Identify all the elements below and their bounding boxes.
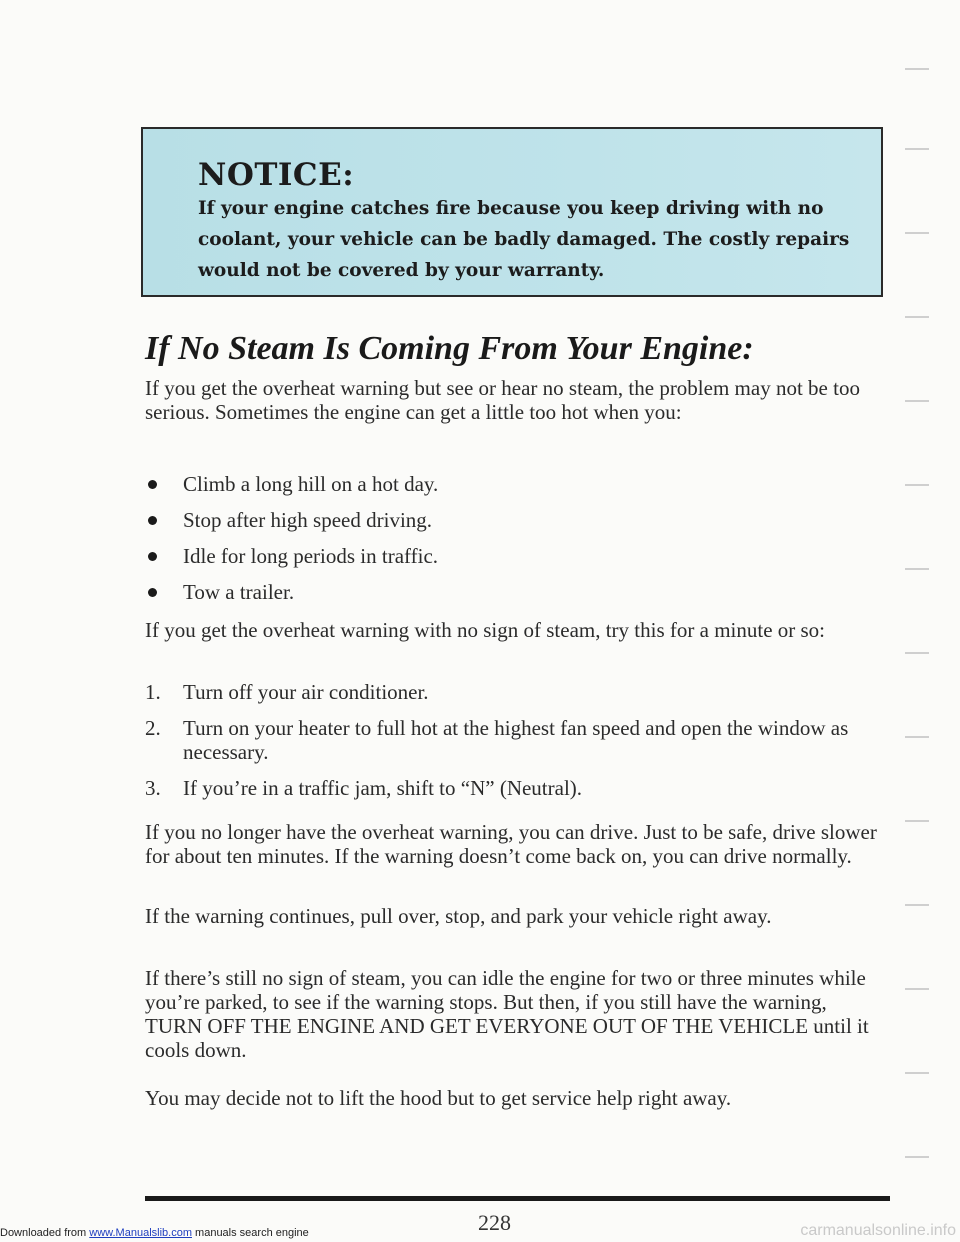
edge-mark: [905, 400, 929, 402]
bullet-icon: [148, 516, 157, 525]
step-number: 1.: [145, 680, 161, 704]
step-number: 2.: [145, 716, 161, 740]
notice-text: If your engine catches fire because you keep driving with no coolant, your vehicle can be badly damaged. The costly repairs would not be covered by your warranty.: [198, 198, 850, 281]
watermark: carmanualsonline.info: [800, 1222, 956, 1239]
section-heading: If No Steam Is Coming From Your Engine:: [145, 330, 754, 367]
paragraph: You may decide not to lift the hood but to get service help right away.: [145, 1086, 732, 1110]
intro-paragraph: If you get the overheat warning but see or hear no steam, the problem may not be too serious. Sometimes the engine can get a little too hot when you:: [145, 376, 860, 424]
paragraph: If there’s still no sign of steam, you can idle the engine for two or three minutes while you’re parked, to see if the warning stops. But then, if you still have the warning, TURN OFF THE ENGINE AND GET EVERYONE OUT OF THE VEHICLE until it cools down.: [145, 966, 869, 1062]
bullet-icon: [148, 588, 157, 597]
edge-mark: [905, 232, 929, 234]
paragraph: If you no longer have the overheat warning, you can drive. Just to be safe, drive slower for about ten minutes. If the warning doesn’t come back on, you can drive normally.: [145, 820, 877, 868]
edge-mark: [905, 1072, 929, 1074]
edge-mark: [905, 1156, 929, 1158]
bullet-icon: [148, 480, 157, 489]
footer-rule: [145, 1196, 890, 1201]
edge-mark: [905, 736, 929, 738]
steps-intro-paragraph: If you get the overheat warning with no sign of steam, try this for a minute or so:: [145, 618, 826, 642]
notice-box: [141, 127, 883, 297]
paragraph: If the warning continues, pull over, stop, and park your vehicle right away.: [145, 904, 772, 928]
step-text: Turn on your heater to full hot at the highest fan speed and open the window as necessary.: [183, 716, 849, 764]
manualslib-link[interactable]: www.Manualslib.com: [89, 1227, 192, 1239]
page-number: 228: [478, 1210, 511, 1235]
bullet-icon: [148, 552, 157, 561]
edge-mark: [905, 484, 929, 486]
step-text: If you’re in a traffic jam, shift to “N” (Neutral).: [183, 776, 583, 800]
edge-mark: [905, 316, 929, 318]
edge-mark: [905, 904, 929, 906]
edge-mark: [905, 652, 929, 654]
edge-mark: [905, 148, 929, 150]
step-text: Turn off your air conditioner.: [183, 680, 429, 704]
edge-mark: [905, 68, 929, 70]
edge-mark: [905, 820, 929, 822]
step-number: 3.: [145, 776, 161, 800]
edge-mark: [905, 568, 929, 570]
download-notice: Downloaded from www.Manualslib.com manuals search engine: [0, 1227, 309, 1239]
edge-mark: [905, 988, 929, 990]
notice-title: NOTICE:: [198, 157, 355, 193]
